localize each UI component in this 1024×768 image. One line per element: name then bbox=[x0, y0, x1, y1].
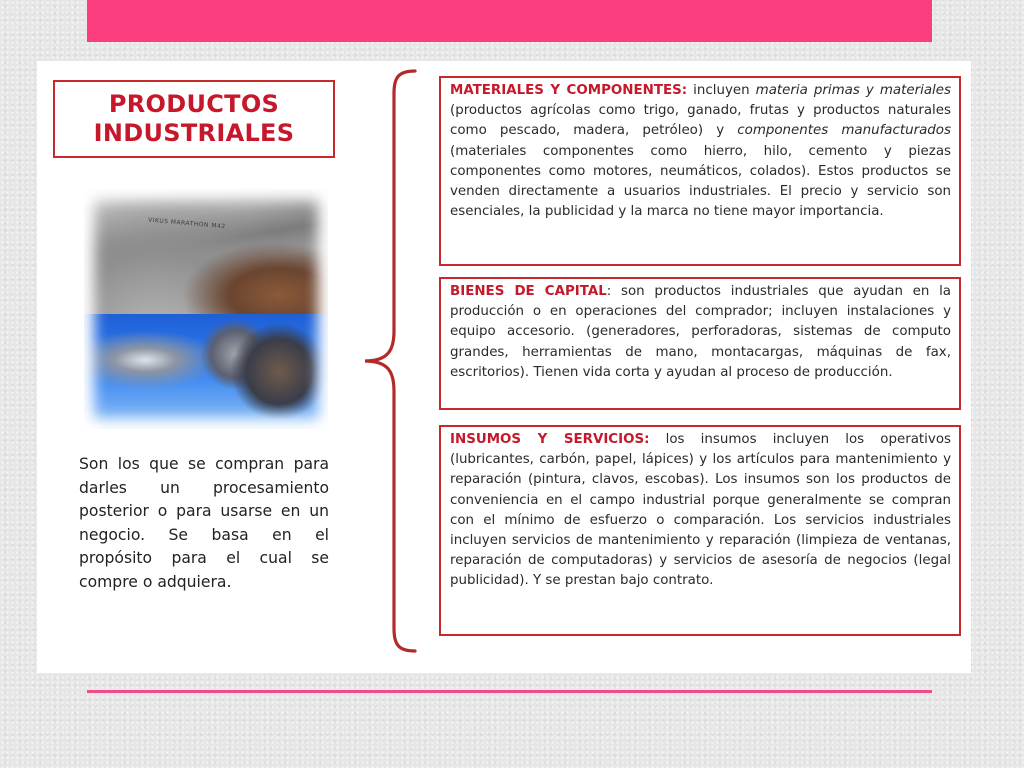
category-box-insumos-servicios bbox=[439, 425, 961, 636]
category-text: : son productos industriales que ayudan en la producción o en operaciones del comprador; incluyen instalaciones y equipo accesorio. (generadores, perforadoras, sistemas de computo grandes, herramientas de mano, montacargas, máquinas de fax, escritorios). Tienen vida corta y ayudan al proceso de producción. bbox=[450, 284, 952, 380]
category-text-emphasis: materia primas y materiales bbox=[755, 83, 951, 98]
slide bbox=[37, 61, 971, 673]
blade-label: VIKUS MARATHON M42 bbox=[147, 216, 226, 231]
cutting-tools-image bbox=[84, 314, 328, 429]
category-text: incluyen bbox=[687, 83, 756, 98]
bottom-accent-line bbox=[87, 690, 932, 693]
category-text-emphasis: componentes manufacturados bbox=[737, 123, 951, 139]
category-box-bienes-capital bbox=[439, 277, 961, 410]
category-text: (materiales componentes como hierro, hilo, cemento y piezas componentes como motores, neumáticos, colados). Estos productos se venden directamente a usuarios industriales. El precio y servicio son esenciales, la publicidad y la marca no tiene mayor importancia. bbox=[450, 143, 951, 220]
category-heading: MATERIALES Y COMPONENTES: bbox=[450, 83, 688, 98]
industrial-tools-photo bbox=[84, 189, 328, 429]
slide-title: PRODUCTOS INDUSTRIALES bbox=[93, 90, 295, 147]
definition-text: Son los que se compran para darles un procesamiento posterior o para usarse en un negocio. Se basa en el propósito para el cual se compre o adquiera. bbox=[79, 455, 329, 591]
top-accent-bar bbox=[87, 0, 932, 42]
title-box bbox=[53, 80, 335, 158]
category-heading: BIENES DE CAPITAL bbox=[450, 284, 607, 299]
category-text: los insumos incluyen los operativos (lubricantes, carbón, papel, lápices) y los artículos para mantenimiento y reparación (pintura, clavos, escobas). Los insumos son los productos de conveniencia en el campo industrial porque generalmente se compran con el mínimo de esfuerzo o comparación. Los servicios industriales incluyen servicios de mantenimiento y reparación (limpieza de ventanas, reparación de computadoras) y servicios de asesoría de negocios (legal publicidad). Y se prestan bajo contrato. bbox=[450, 432, 951, 589]
curly-brace bbox=[359, 69, 429, 653]
category-text: (productos agrícolas como trigo, ganado, frutas y productos naturales como pescado, madera, petróleo) y bbox=[450, 103, 951, 139]
saw-blade-image bbox=[84, 189, 328, 314]
category-heading: INSUMOS Y SERVICIOS: bbox=[450, 432, 650, 447]
category-box-materiales bbox=[439, 76, 961, 266]
